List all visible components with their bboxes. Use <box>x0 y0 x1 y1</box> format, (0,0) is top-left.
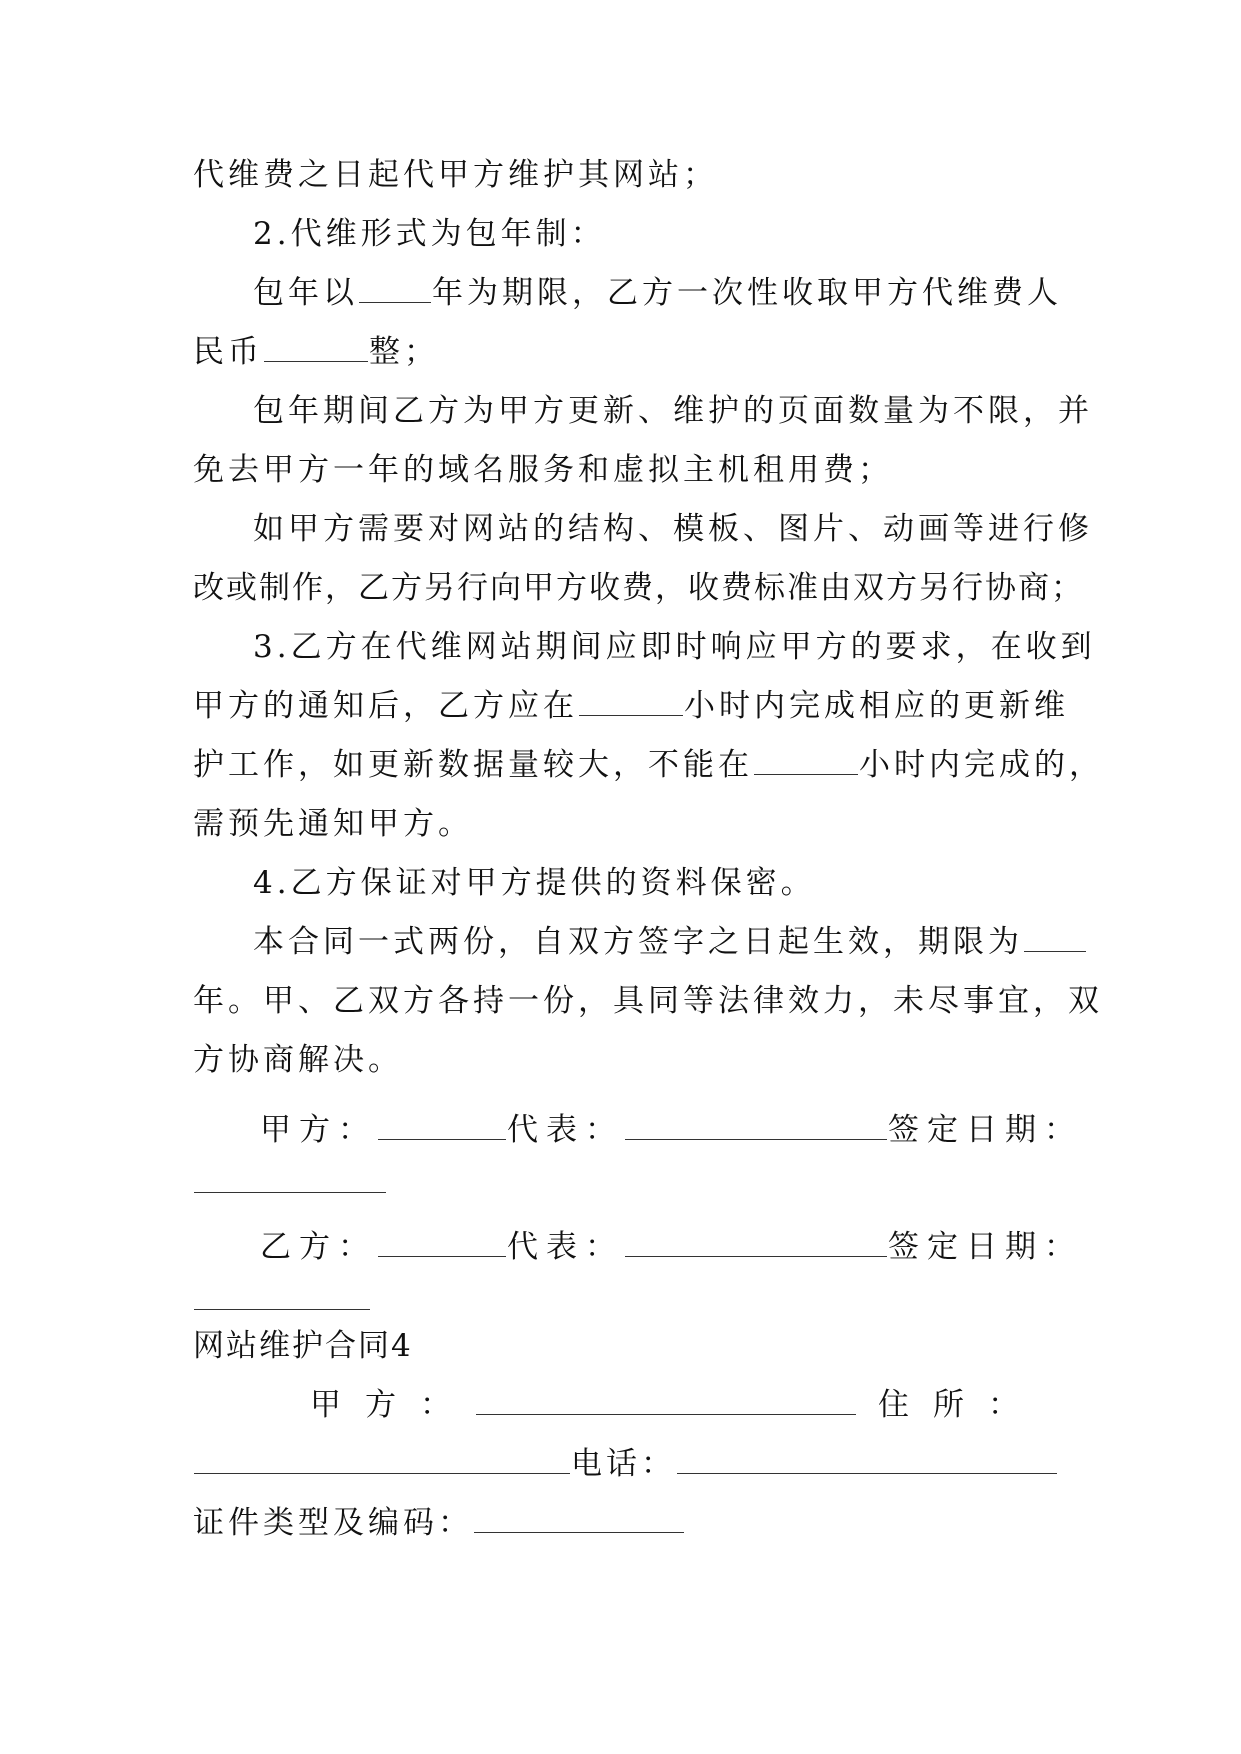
text: 整； <box>369 334 439 370</box>
blank-field[interactable] <box>579 689 683 716</box>
signature-row-b <box>260 1227 1083 1267</box>
text: 年。甲、乙双方各持一份，具同等法律效力，未尽事宜，双 <box>193 983 1103 1019</box>
text-line <box>253 391 1093 431</box>
text: 住所： <box>878 1387 1043 1423</box>
text: 包年期间乙方为甲方更新、维护的页面数量为不限，并 <box>253 393 1093 429</box>
party-a-row <box>310 1385 1043 1425</box>
section-heading <box>193 1326 413 1366</box>
text: 本合同一式两份，自双方签字之日起生效，期限为 <box>253 924 1023 960</box>
clause-2 <box>253 214 606 254</box>
blank-field[interactable] <box>474 1506 684 1533</box>
clause-4 <box>253 863 816 903</box>
text-line <box>193 745 1104 785</box>
text: 年为期限，乙方一次性收取甲方代维费人 <box>432 275 1062 311</box>
signature-row-a <box>260 1110 1083 1150</box>
text-line <box>193 981 1103 1021</box>
text: 小时内完成相应的更新维 <box>684 688 1069 724</box>
blank-field[interactable] <box>625 1230 887 1257</box>
text: 护工作，如更新数据量较大，不能在 <box>193 747 753 783</box>
text: 甲方： <box>310 1387 475 1423</box>
text-line <box>193 1040 403 1080</box>
text: 代表： <box>507 1112 624 1148</box>
text: 如甲方需要对网站的结构、模板、图片、动画等进行修 <box>253 511 1093 547</box>
clause-3 <box>253 627 1096 667</box>
blank-field[interactable] <box>754 748 858 775</box>
blank-field[interactable] <box>476 1388 856 1415</box>
text: 证件类型及编码： <box>193 1505 473 1541</box>
text: 电话： <box>571 1446 676 1482</box>
text-line <box>253 922 1087 962</box>
blank-field[interactable] <box>194 1283 370 1310</box>
text-line <box>193 804 473 844</box>
blank-field[interactable] <box>194 1447 570 1474</box>
text: 甲方： <box>260 1112 377 1148</box>
text: 代维费之日起代甲方维护其网站； <box>193 157 718 193</box>
blank-field[interactable] <box>378 1113 506 1140</box>
text-line <box>253 509 1093 549</box>
blank-field[interactable] <box>359 276 431 303</box>
text-line <box>193 155 718 195</box>
text: 代表： <box>507 1229 624 1265</box>
text: 乙方： <box>260 1229 377 1265</box>
text: 民币 <box>193 334 263 370</box>
blank-field[interactable] <box>264 335 368 362</box>
text-line <box>193 450 893 490</box>
text: 方协商解决。 <box>193 1042 403 1078</box>
text: 改或制作，乙方另行向甲方收费，收费标准由双方另行协商； <box>193 570 1084 606</box>
blank-field[interactable] <box>378 1230 506 1257</box>
text: 签定日期： <box>888 1112 1083 1148</box>
text: 签定日期： <box>888 1229 1083 1265</box>
blank-field[interactable] <box>194 1166 386 1193</box>
text: 需预先通知甲方。 <box>193 806 473 842</box>
text: 3.乙方在代维网站期间应即时响应甲方的要求，在收到 <box>253 629 1096 665</box>
text-line <box>193 568 1084 608</box>
phone-row <box>193 1444 1058 1484</box>
text-line <box>193 686 1069 726</box>
text: 网站维护合同4 <box>193 1328 413 1364</box>
text-line <box>253 273 1062 313</box>
text-line <box>193 332 439 372</box>
text: 免去甲方一年的域名服务和虚拟主机租用费； <box>193 452 893 488</box>
text: 包年以 <box>253 275 358 311</box>
id-row <box>193 1503 685 1543</box>
blank-field[interactable] <box>677 1447 1057 1474</box>
blank-field[interactable] <box>1024 925 1086 952</box>
text: 2.代维形式为包年制： <box>253 216 606 252</box>
text: 4.乙方保证对甲方提供的资料保密。 <box>253 865 816 901</box>
text: 小时内完成的， <box>859 747 1104 783</box>
text: 甲方的通知后，乙方应在 <box>193 688 578 724</box>
blank-field[interactable] <box>625 1113 887 1140</box>
